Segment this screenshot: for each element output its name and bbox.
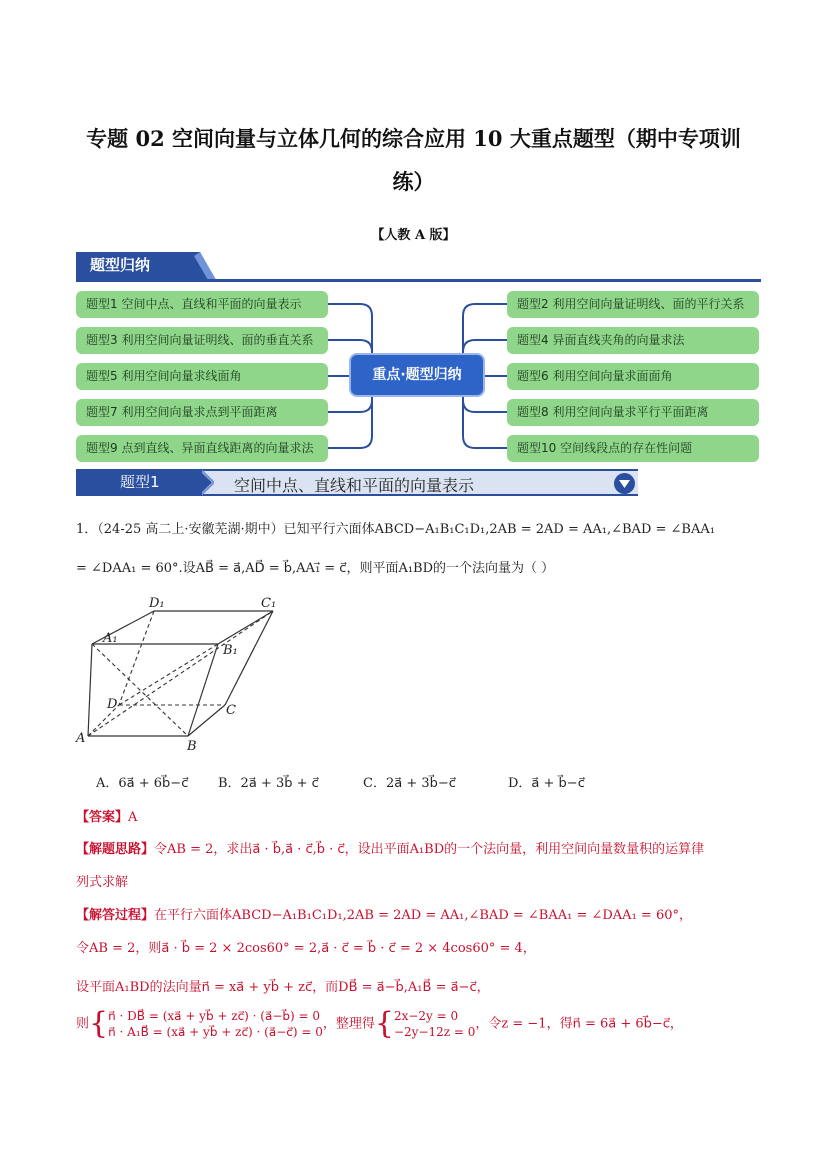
solution-process-line-2: 令AB = 2，则a⃗ · b⃗ = 2 × 2cos60° = 2,a⃗ · c⃗ = b⃗ · c⃗ = 2 × 4cos60° = 4， [76,941,536,956]
simplify-text: ，整理得 [322,1016,375,1032]
equation-system-1 [108,1008,323,1040]
process-label: 【解答过程】 [76,908,155,923]
answer-line [76,806,137,825]
equation-2a: 2x−2y = 0 [393,1009,459,1023]
summary-center-node: 重点·题型归纳 [349,353,485,397]
section-number: 题型1 [76,469,202,496]
label-C1: C₁ [261,596,277,611]
equation-1a: n⃗ · DB⃗ = (xa⃗ + yb⃗ + zc⃗) · (a⃗−b⃗) = 0 [108,1009,321,1023]
label-B1: B₁ [223,643,238,658]
solution-idea-line-2: 列式求解 [76,875,129,890]
problem-statement-line-2: = ∠DAA₁ = 60°.设AB⃗ = a⃗,AD⃗ = b⃗,AA₁⃗ = c⃗，则平面A₁BD的一个法向量为（ ） [76,561,555,576]
process-text: 在平行六面体ABCD−A₁B₁C₁D₁,2AB = 2AD = AA₁,∠BAD = ∠BAA₁ = ∠DAA₁ = 60°， [154,908,692,923]
option-d[interactable]: D．a⃗ + b⃗−c⃗ [508,776,585,791]
section-title: 空间中点、直线和平面的向量表示 [234,476,475,495]
solution-process-line-4 [76,1008,683,1040]
document-title-line-2: 练） [392,169,435,194]
equation-system-2 [394,1008,475,1040]
label-B: B [187,739,197,754]
result-text: ，令z = −1，得n⃗ = 6a⃗ + 6b⃗−c⃗， [475,1016,683,1032]
solution-idea-line-1 [76,838,704,857]
solution-process-line-1 [76,904,692,923]
topic-4[interactable]: 题型4 异面直线夹角的向量求法 [507,327,759,354]
topic-6[interactable]: 题型6 利用空间向量求面面角 [507,363,759,390]
label-D1: D₁ [149,596,165,611]
option-b[interactable]: B．2a⃗ + 3b⃗ + c⃗ [218,776,319,791]
label-C: C [226,703,236,718]
equation-2b: −2y−12z = 0 [393,1025,476,1039]
topic-8[interactable]: 题型8 利用空间向量求平行平面距离 [507,399,759,426]
idea-label: 【解题思路】 [76,842,155,857]
system-brace-1: { [89,1006,109,1041]
chevron-down-icon[interactable] [614,473,635,494]
topic-3[interactable]: 题型3 利用空间向量证明线、面的垂直关系 [76,327,328,354]
label-D: D [107,697,118,712]
option-c[interactable]: C．2a⃗ + 3b⃗−c⃗ [363,776,456,791]
topic-7[interactable]: 题型7 利用空间向量求点到平面距离 [76,399,328,426]
solution-process-line-3: 设平面A₁BD的法向量n⃗ = xa⃗ + yb⃗ + zc⃗，而DB⃗ = a⃗−b⃗,A₁B⃗ = a⃗−c⃗， [76,980,490,995]
topic-10[interactable]: 题型10 空间线段点的存在性问题 [507,435,759,462]
equation-1b: n⃗ · A₁B⃗ = (xa⃗ + yb⃗ + zc⃗) · (a⃗−c⃗) = 0 [108,1025,323,1039]
topic-1[interactable]: 题型1 空间中点、直线和平面的向量表示 [76,291,328,318]
label-A1: A₁ [103,631,118,646]
topic-5[interactable]: 题型5 利用空间向量求线面角 [76,363,328,390]
answer-label: 【答案】 [76,810,129,825]
label-A: A [76,731,86,746]
summary-banner-title: 题型归纳 [90,256,151,274]
option-a[interactable]: A．6a⃗ + 6b⃗−c⃗ [96,776,189,791]
topic-9[interactable]: 题型9 点到直线、异面直线距离的向量求法 [76,435,328,462]
parallelepiped-figure [70,590,285,755]
topic-2[interactable]: 题型2 利用空间向量证明线、面的平行关系 [507,291,759,318]
document-title-line-1: 专题 02 空间向量与立体几何的综合应用 10 大重点题型（期中专项训 [86,126,741,151]
system-brace-2: { [374,1006,394,1041]
problem-statement-line-1: 1．（24-25 高二上·安徽芜湖·期中）已知平行六面体ABCD−A₁B₁C₁D₁,2AB = 2AD = AA₁,∠BAD = ∠BAA₁ [76,522,715,537]
then-text: 则 [76,1016,90,1032]
answer-value: A [128,810,138,825]
idea-text: 令AB = 2，求出a⃗ · b⃗,a⃗ · c⃗,b⃗ · c⃗，设出平面A₁BD的一个法向量，利用空间向量数量积的运算律 [154,842,705,857]
banner-underline [76,279,761,282]
edition-label: 【人教 A 版】 [371,228,456,243]
